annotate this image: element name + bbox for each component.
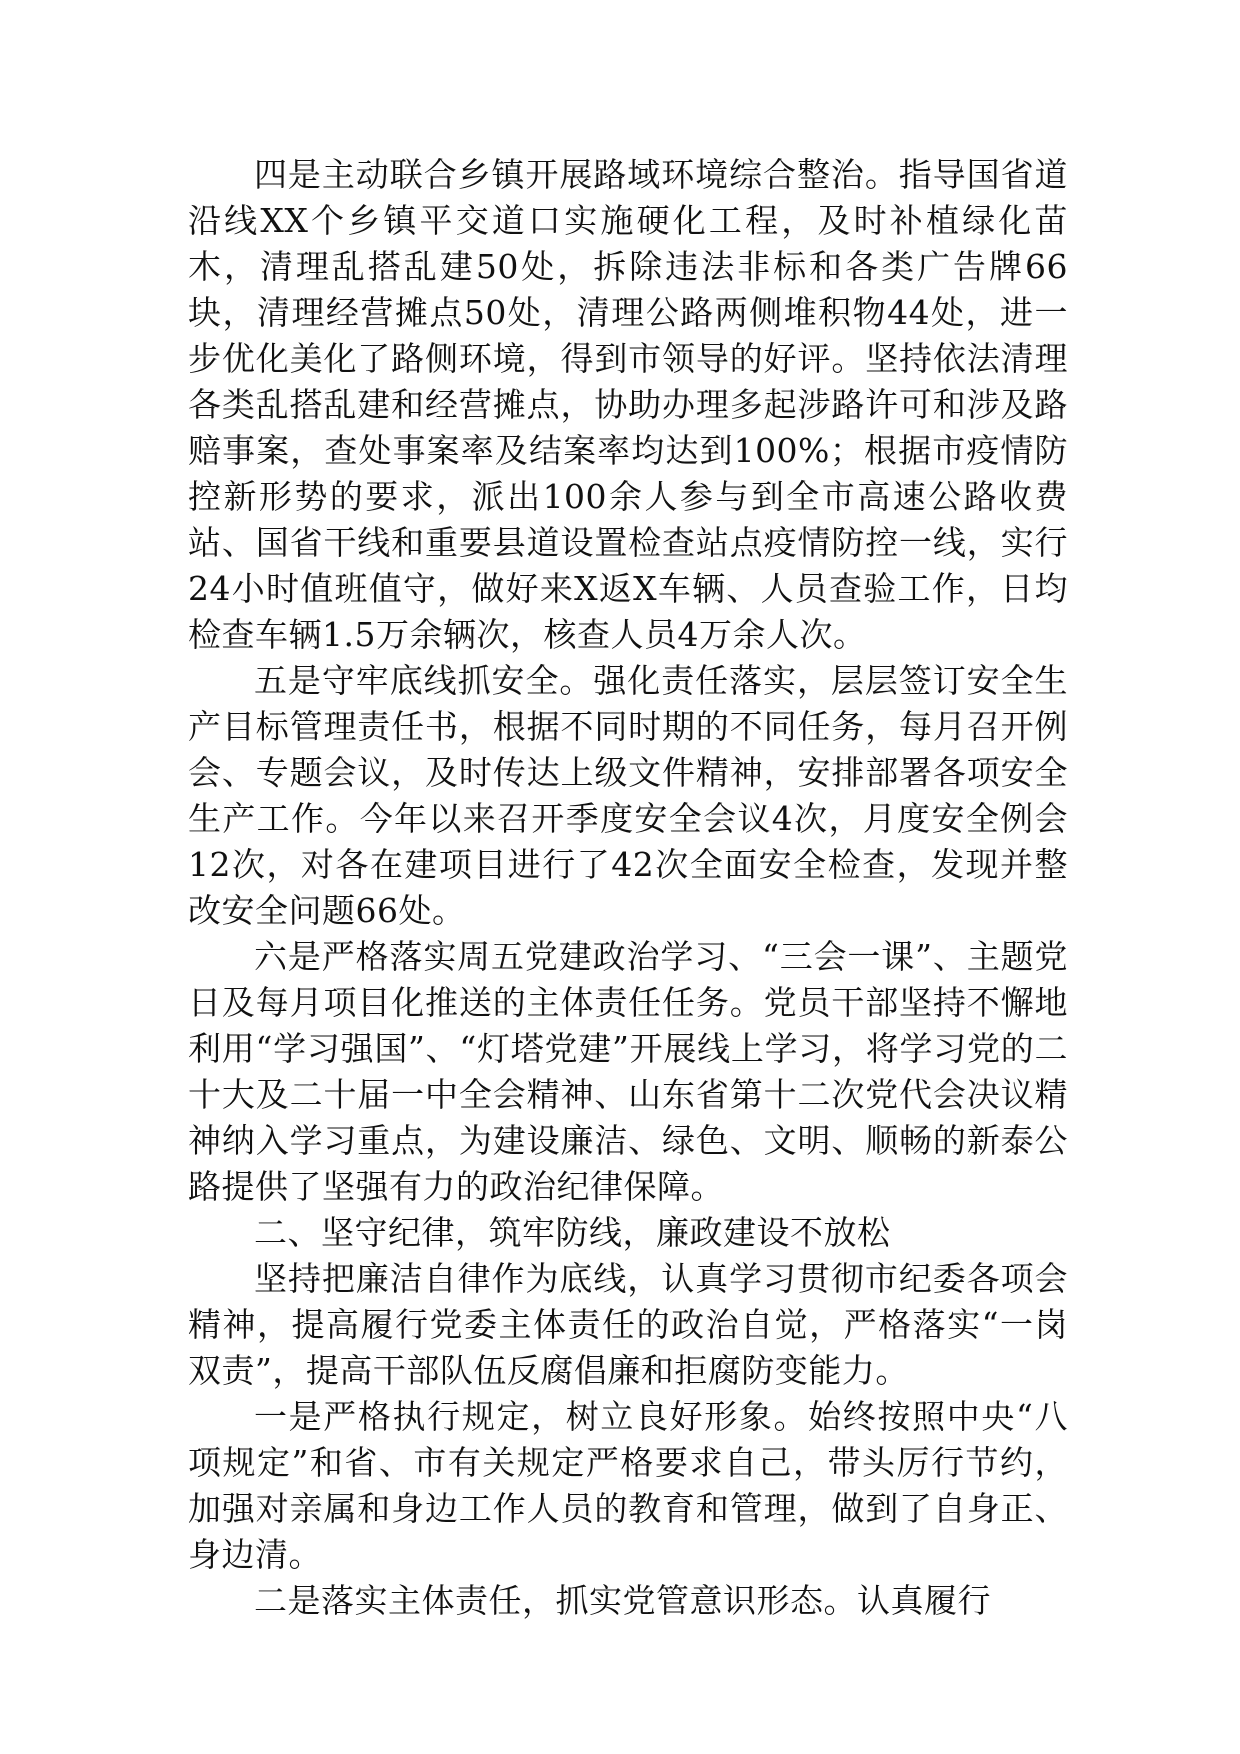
paragraph-responsibility: 二是落实主体责任，抓实党管意识形态。认真履行 bbox=[254, 1581, 991, 1620]
paragraph-party-study: 六是严格落实周五党建政治学习、“三会一课”、主题党日及每月项目化推送的主体责任任务。党员干部坚持不懈地利用“学习强国”、“灯塔党建”开展线上学习，将学习党的二十大及二十届一中全会精神、山东省第十二次党代会决议精神纳入学习重点，为建设廉洁、绿色、文明、顺畅的新泰公路提供了坚强有力的政治纪律保障。 bbox=[188, 937, 1068, 1206]
paragraph-road-environment: 四是主动联合乡镇开展路域环境综合整治。指导国省道沿线XX个乡镇平交道口实施硬化工程，及时补植绿化苗木，清理乱搭乱建50处，拆除违法非标和各类广告牌66块，清理经营摊点50处，清理公路两侧堆积物44处，进一步优化美化了路侧环境，得到市领导的好评。坚持依法清理各类乱搭乱建和经营摊点，协助办理多起涉路许可和涉及路赔事案，查处事案率及结案率均达到100%；根据市疫情防控新形势的要求，派出100余人参与到全市高速公路收费站、国省干线和重要县道设置检查站点疫情防控一线，实行24小时值班值守，做好来X返X车辆、人员查验工作，日均检查车辆1.5万余辆次，核查人员4万余人次。 bbox=[188, 155, 1068, 654]
paragraph-regulations: 一是严格执行规定，树立良好形象。始终按照中央“八项规定”和省、市有关规定严格要求自己，带头厉行节约，加强对亲属和身边工作人员的教育和管理，做到了自身正、身边清。 bbox=[188, 1397, 1068, 1574]
paragraph-integrity: 坚持把廉洁自律作为底线，认真学习贯彻市纪委各项会精神，提高履行党委主体责任的政治自觉，严格落实“一岗双责”，提高干部队伍反腐倡廉和拒腐防变能力。 bbox=[188, 1259, 1068, 1390]
section-heading-discipline: 二、坚守纪律，筑牢防线，廉政建设不放松 bbox=[254, 1213, 891, 1252]
document-page bbox=[188, 152, 1068, 1624]
paragraph-safety: 五是守牢底线抓安全。强化责任落实，层层签订安全生产目标管理责任书，根据不同时期的不同任务，每月召开例会、专题会议，及时传达上级文件精神，安排部署各项安全生产工作。今年以来召开季度安全会议4次，月度安全例会12次，对各在建项目进行了42次全面安全检查，发现并整改安全问题66处。 bbox=[188, 661, 1068, 930]
